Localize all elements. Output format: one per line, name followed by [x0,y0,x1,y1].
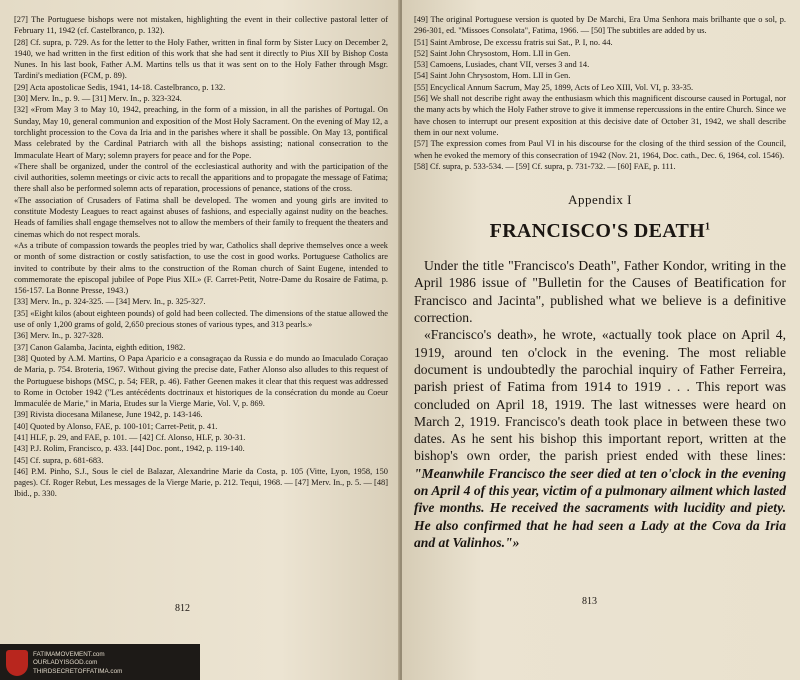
left-footnotes [14,14,388,500]
note-55: [55] Encyclical Annum Sacrum, May 25, 1899, Acts of Leo XIII, Vol. VI, p. 33-35. [414,82,694,92]
note-37: [37] Canon Galamba, Jacinta, eighth edition, 1982. [14,342,186,352]
watermark-footer [0,644,200,680]
body-quote: "Meanwhile Francisco the seer died at ten o'clock in the evening on April 4 of this year, victim of a pulmonary ailment which lasted five months. He received the sacraments with lucidity and piety. He also confirmed that he had seen a Lady at the Cova da Iria and at Valinhos."» [414,465,786,550]
note-45: [45] Cf. supra, p. 681-683. [14,455,104,465]
watermark-line-3: THIRDSECRETOFFATIMA.com [33,667,123,675]
note-28: [28] Cf. supra, p. 729. As for the letter to the Holy Father, written in final form by Sister Lucy on December 2, 1940, we had written in the first edition of this work that she had sent it directly to Pius XII by Bishop Costa Nunes. In his last book, Father A.M. Martins tells us that it was sent on to the Holy Father through Msgr. Tardini's mediation (FCM, p. 89). [14,37,388,81]
watermark-text [33,651,122,676]
chapter-title-text: FRANCISCO'S DEATH [489,220,705,243]
note-57: [57] The expression comes from Paul VI in his discourse for the closing of the third session of the Council, when he evoked the memory of this consecration of 1942 (Nov. 21, 1964, Doc. cath., Dec. 6, 1964, col. 1546). [414,139,786,160]
note-32-para-2: «There shall be organized, under the control of the ecclesiastical authority and with the participation of the civil authorities, solemn meetings or civic acts to recall the apparitions and to propagate the message of Fatima; there shall also be performed solemn acts of reparation, processions of penance, stations of the cross. [14,161,388,194]
note-53: [53] Camoens, Lusiades, chant VII, verses 3 and 14. [414,60,590,70]
note-40: [40] Quoted by Alonso, FAE, p. 100-101; Carret-Petit, p. 41. [14,421,218,431]
appendix-label: Appendix I [568,192,632,208]
note-43-44: [43] P.J. Rolim, Francisco, p. 433. [44] Doc. pont., 1942, p. 119-140. [14,444,245,454]
right-page [402,0,800,680]
note-35: [35] «Eight kilos (about eighteen pounds) of gold had been collected. The dimensions of the statue allowed the use of only 1,200 grams of gold, 2,650 precious stones of various types, and 313 pearls.» [14,308,388,330]
note-32-para-4: «As a tribute of compassion towards the peoples tried by war, Catholics shall deprive themselves once a week or month of some distraction or costly satisfaction, to use the cost in good works. Portuguese Catholics are invited to contribute by their alms to the construction of the Roman church of Saint Eugene, intended to commemorate the episcopal jubilee of Pope Pius XII.» (F. Carret-Petit, Notre-Dame du Rosaire de Fatima, p. 156-157. La Bonne Presse, 1943.) [14,240,388,296]
note-32: [32] «From May 3 to May 10, 1942, preaching, in the form of a mission, in all the parishes of Portugal. On Sunday, May 10, general communion and exposition of the Most Holy Sacrament. On the evening of May 12, a torchlight procession to the Cova da Iria and in the parishes where it shall be possible. On May 13, pontifical Mass celebrated by the Cardinal Patriarch with all the bishops assisting; national consecration to the Immaculate Heart of Mary; solemn prayers for peace and for the Pope. [14,105,388,160]
note-54: [54] Saint John Chrysostom, Hom. LII in Gen. [414,71,571,81]
note-58-60: [58] Cf. supra, p. 533-534. — [59] Cf. supra, p. 731-732. — [60] FAE, p. 111. [414,161,676,171]
body-paragraph-2 [414,326,786,551]
note-41-42: [41] HLF, p. 29, and FAE, p. 101. — [42] Cf. Alonso, HLF, p. 30-31. [14,432,246,442]
page-number-right: 813 [582,596,597,607]
note-33-34: [33] Merv. In., p. 324-325. — [34] Merv. In., p. 325-327. [14,297,206,307]
note-30-31: [30] Merv. In., p. 9. — [31] Merv. In., p. 323-324. [14,94,182,104]
note-46-48: [46] P.M. Pinho, S.J., Sous le ciel de Balazar, Alexandrine Marie da Costa, p. 105 (Vitte, Lyon, 1958, 150 pages). Cf. Roger Rebut, Les messages de la Vierge Marie, p. 212. Tequi, 1968. — [47] Merv. In., p. 5. — [48] Ibid., p. 330. [14,466,388,499]
note-32-para-3: «The association of Crusaders of Fatima shall be developed. The women and young girls are invited to constitute Modesty Leagues to react against abuses of fashions, and especially against nudity on the beaches. Heads of families shall engage themselves not to allow the members of their family to frequent the theaters and cinemas which do not respect morals. [14,195,388,239]
note-27: [27] The Portuguese bishops were not mistaken, highlighting the event in their collective pastoral letter of February 11, 1942 (cf. Castelbranco, p. 132). [14,15,388,36]
shield-logo-icon [6,650,28,676]
watermark-line-1: FATIMAMOVEMENT.com [33,651,105,658]
note-36: [36] Merv. In., p. 327-328. [14,331,104,341]
note-52: [52] Saint John Chrysostom, Hom. LII in Gen. [414,48,571,58]
watermark-line-2: OURLADYISGOD.com [33,659,98,667]
note-39: [39] Rivista diocesana Milanese, June 1942, p. 143-146. [14,410,203,420]
page-number-left: 812 [175,603,190,614]
note-56: [56] We shall not describe right away the enthusiasm which this magnificent discourse caused in Portugal, nor the many acts by which the Holy Father strove to give it immense repercussions in the entire Church. Since we have chosen to interrupt our present exposition at this decisive date of October 31, 1942, we shall describe them in our next volume. [414,94,786,137]
body-paragraph-2-text: «Francisco's death», he wrote, «actually took place on April 4, 1919, around ten o'clock in the evening. The most reliable document is undoubtedly the parochial inquiry of Father Ferreira, parish priest of Fatima from 1914 to 1919 . . . This report was concluded on April 18, 1919. The last witnesses were heard on March 2, 1919. Francisco's death took place in between these two dates. As he sent his bishop this important report, written at the bishop's own order, the parish priest ended with these lines: [414,327,786,464]
note-51: [51] Saint Ambrose, De excessu fratris sui Sat., P. I, no. 44. [414,37,613,47]
note-49-50: [49] The original Portuguese version is quoted by De Marchi, Era Uma Senhora mais brilhante que o sol, p. 296-301, ed. "Missoes Consolata", Fatima, 1966. — [50] The subtitles are added by us. [414,15,786,36]
body-paragraph-1: Under the title "Francisco's Death", Father Kondor, writing in the April 1986 issue of "Bulletin for the Causes of Beatification for Francisco and Jacinta", published what we believe is a definitive correction. [414,258,786,326]
right-footnotes [414,14,786,172]
chapter-title-footnote-mark: 1 [705,221,711,233]
note-38: [38] Quoted by A.M. Martins, O Papa Aparicio e a consagraçao da Russia e do mundo ao Imaculado Coraçao de Maria, p. 754. Broteria, 1967. Without giving the precise date, Father Alonso also alludes to this request of the Portuguese bishops (MSC, p. 54; FER, p. 46). Father Geenen makes it clear that this request was addressed to Rome in October 1942 ("Les antécédents doctrinaux et historiques de la consécration du monde au Coeur Immaculée de Marie," in Maria, Etudes sur la Vierge Marie, Vol. V, p. 869. [14,353,388,409]
note-29: [29] Acta apostolicae Sedis, 1941, 14-18. Castelbranco, p. 132. [14,82,226,92]
chapter-title [414,220,786,243]
